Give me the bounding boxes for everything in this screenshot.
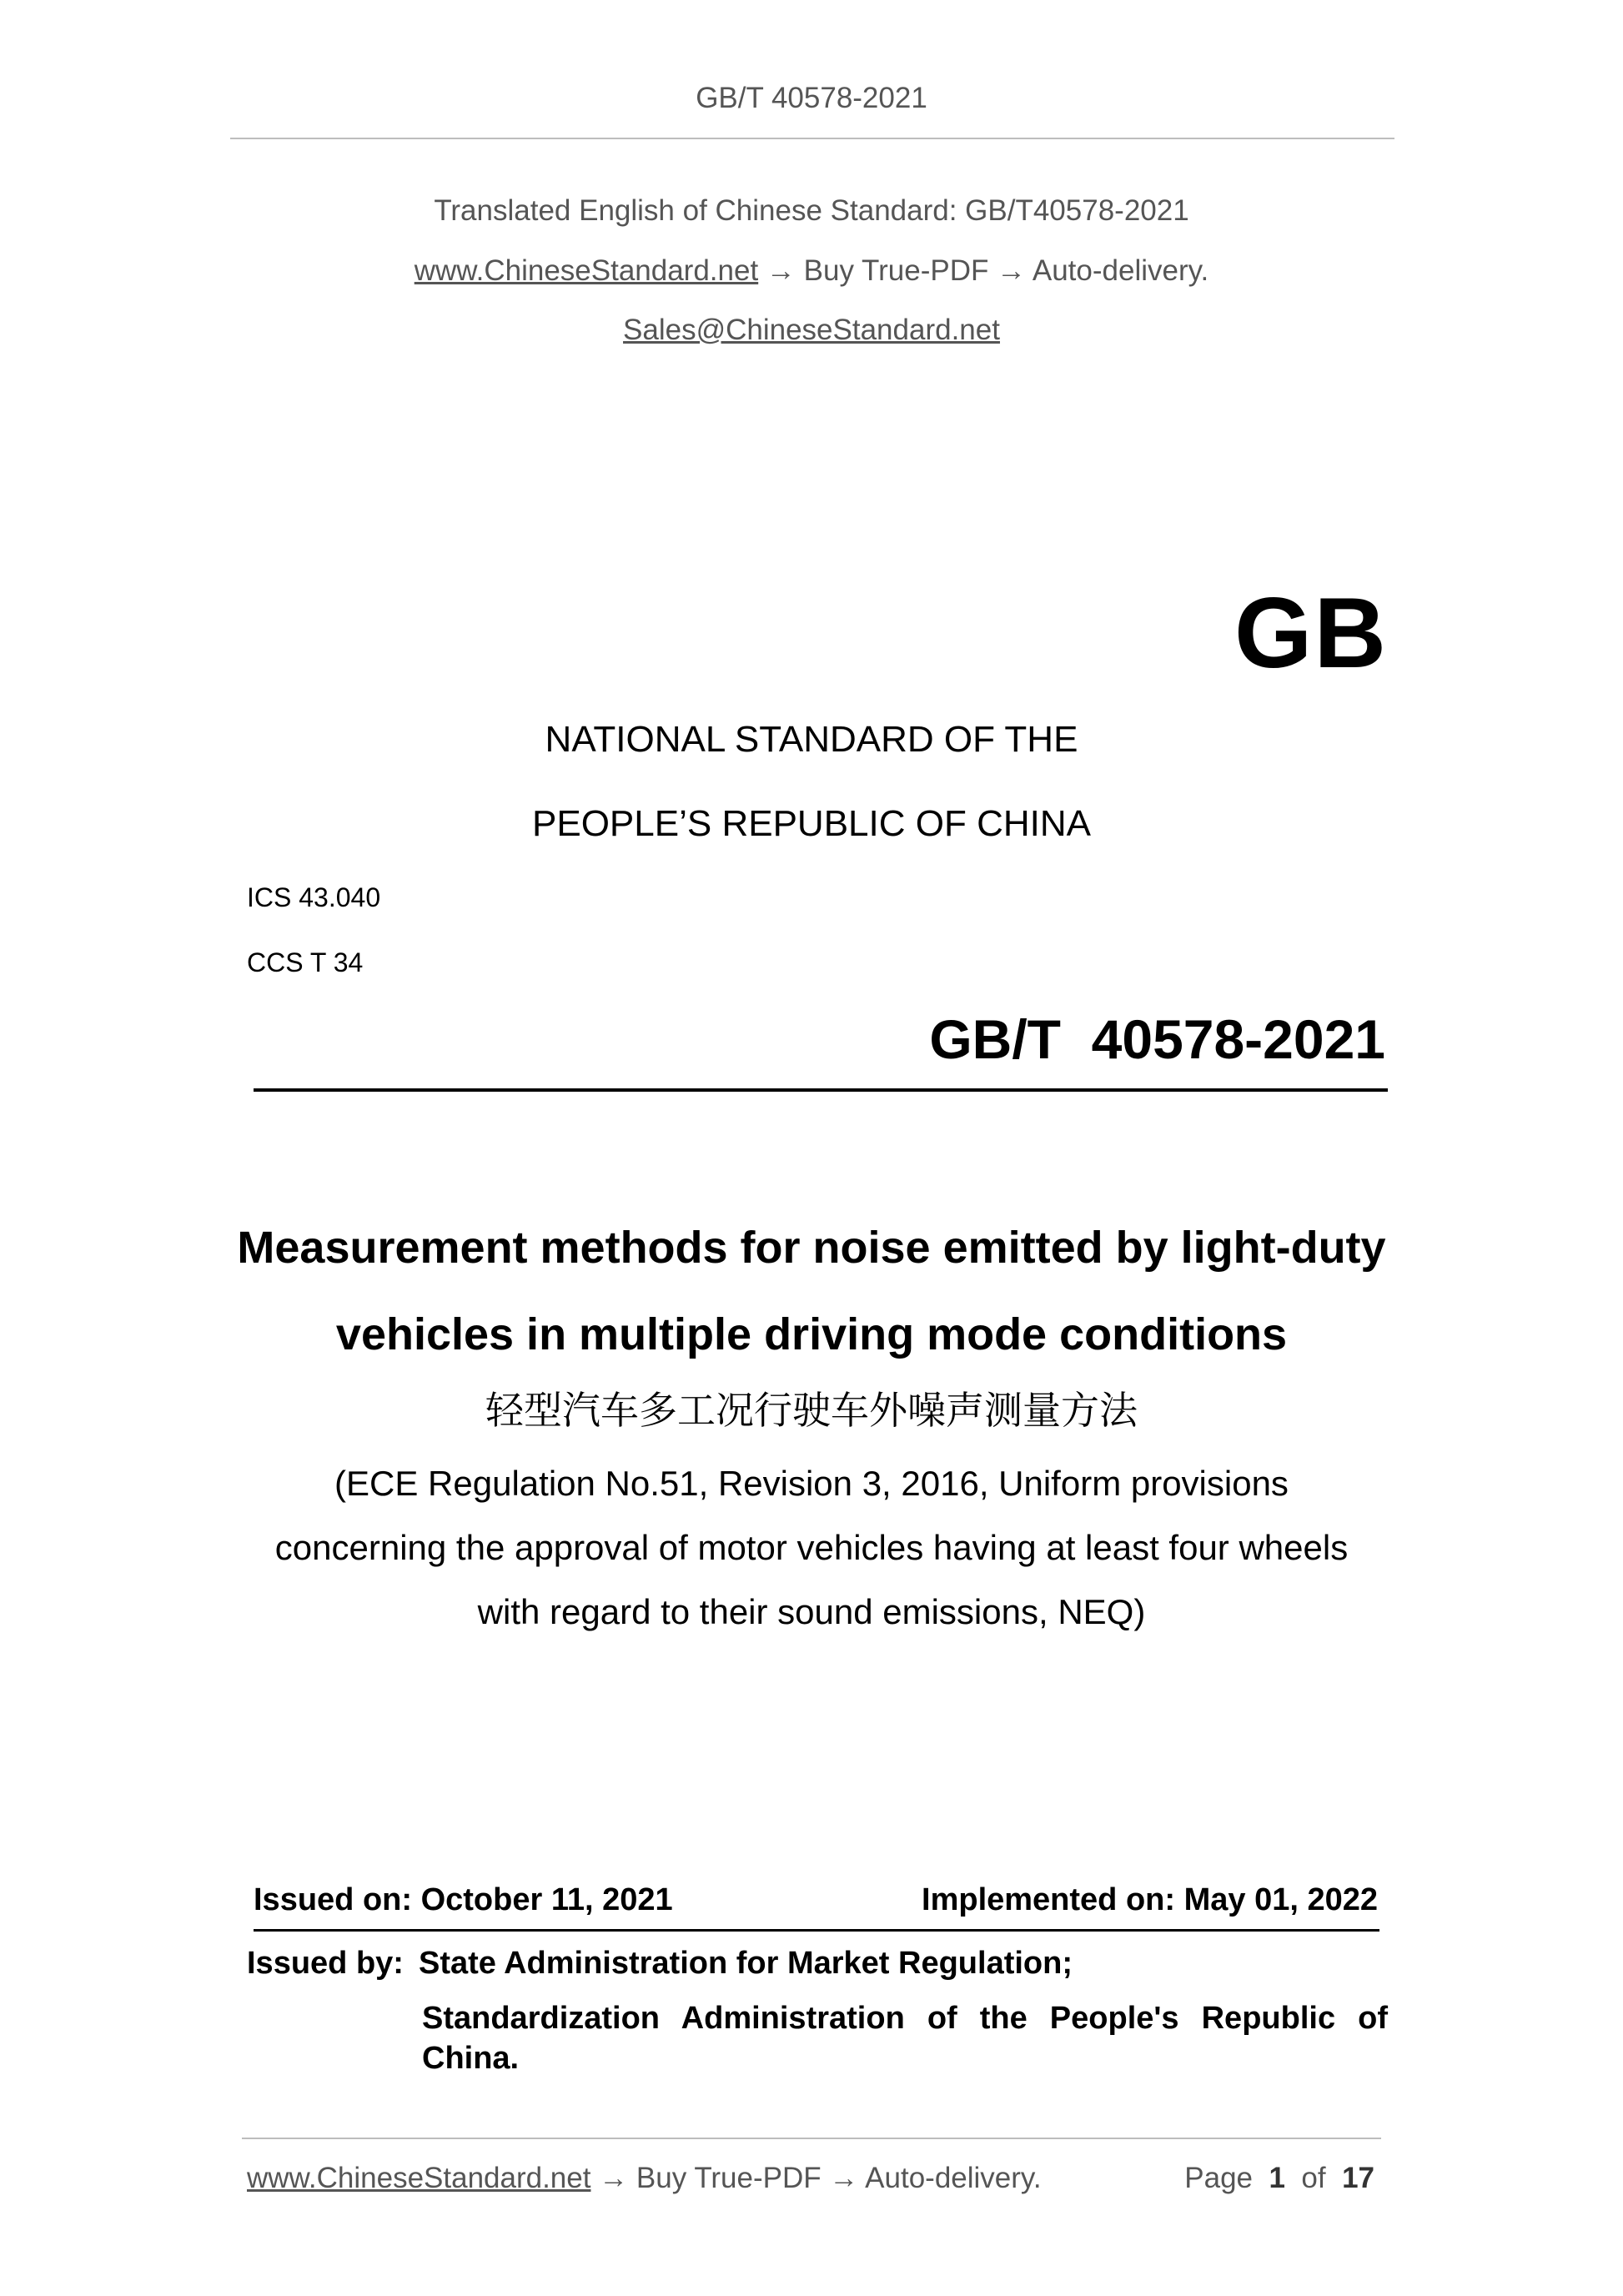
page-total: 17 <box>1342 2162 1374 2194</box>
page-label: Page <box>1184 2162 1254 2194</box>
footer-buy-line <box>247 2162 1042 2195</box>
implemented-on-date: Implemented on: May 01, 2022 <box>922 1882 1378 1917</box>
issuer-line3: China. <box>422 2041 520 2076</box>
national-standard-line1: NATIONAL STANDARD OF THE <box>545 719 1078 760</box>
gb-logo: GB <box>1234 577 1388 689</box>
standard-number: GB/T 40578-2021 <box>929 1008 1385 1070</box>
translation-notice: Translated English of Chinese Standard: GB/T40578-2021 <box>434 194 1189 227</box>
page-indicator <box>1184 2162 1374 2195</box>
sales-email-link[interactable]: Sales@ChineseStandard.net <box>623 314 1000 346</box>
national-standard-line2: PEOPLE’S REPUBLIC OF CHINA <box>532 803 1091 844</box>
english-title <box>0 1204 1623 1378</box>
issue-dates-divider <box>254 1929 1379 1932</box>
equivalence-line2: concerning the approval of motor vehicles having at least four wheels <box>274 1528 1349 1567</box>
standard-number-divider <box>254 1088 1388 1092</box>
page-current: 1 <box>1269 2162 1285 2194</box>
equivalence-line3: with regard to their sound emissions, NEQ) <box>477 1592 1146 1631</box>
footer-website-link[interactable]: www.ChineseStandard.net <box>247 2162 591 2194</box>
ics-code: ICS 43.040 <box>247 882 381 912</box>
english-title-line1: Measurement methods for noise emitted by light-duty <box>237 1223 1386 1273</box>
equivalence-note <box>0 1451 1623 1644</box>
header-divider <box>230 138 1394 139</box>
ccs-code: CCS T 34 <box>247 947 364 977</box>
page-of: of <box>1301 2162 1326 2194</box>
issued-on-date: Issued on: October 11, 2021 <box>254 1882 673 1917</box>
sales-line <box>0 314 1623 347</box>
equivalence-line1: (ECE Regulation No.51, Revision 3, 2016, Uniform provisions <box>334 1464 1289 1503</box>
buy-line <box>0 254 1623 288</box>
footer-buy-text: → Buy True-PDF → Auto-delivery. <box>590 2162 1042 2194</box>
issuer-line1: State Administration for Market Regulation; <box>419 1946 1073 1981</box>
footer-divider <box>242 2138 1381 2139</box>
running-header: GB/T 40578-2021 <box>696 82 927 114</box>
chinese-title: 轻型汽车多工况行驶车外噪声测量方法 <box>485 1388 1138 1433</box>
issued-by-label: Issued by: <box>247 1946 404 1981</box>
english-title-line2: vehicles in multiple driving mode conditions <box>335 1309 1288 1359</box>
website-link[interactable]: www.ChineseStandard.net <box>414 254 759 287</box>
issuer-line2: Standardization Administration of the People's Republic of <box>422 2001 1388 2036</box>
buy-text: → Buy True-PDF → Auto-delivery. <box>758 254 1209 287</box>
